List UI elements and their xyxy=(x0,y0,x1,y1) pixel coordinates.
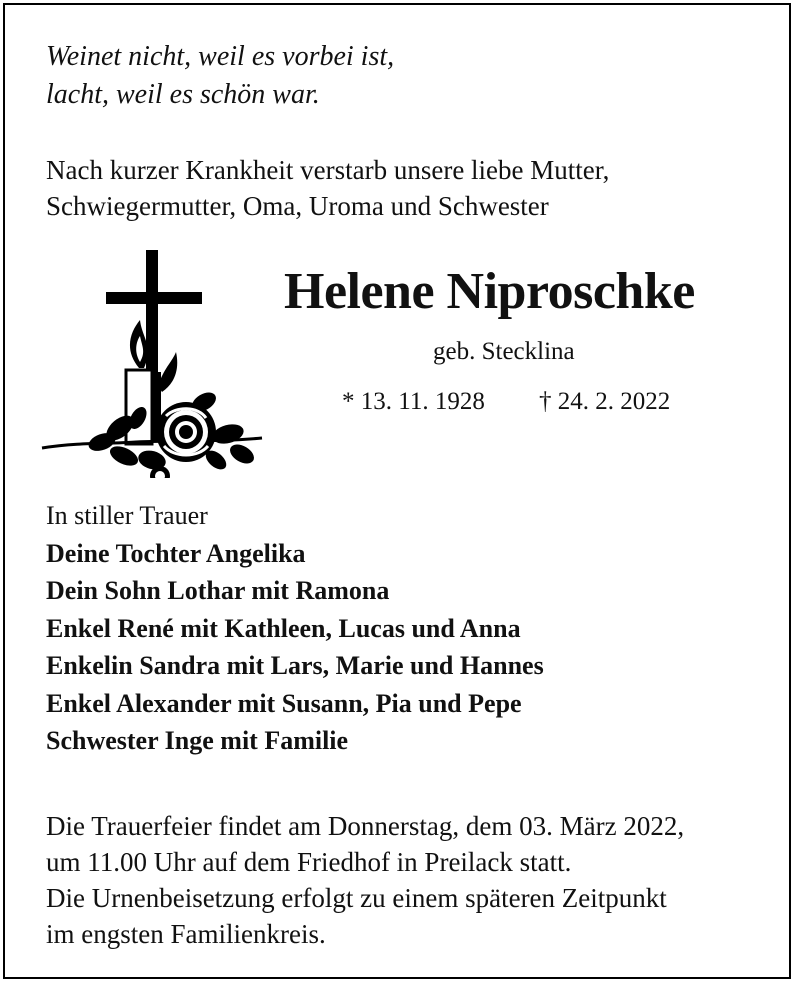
mourner-line: Enkelin Sandra mit Lars, Marie und Hannes xyxy=(46,651,544,680)
mourner-line: Dein Sohn Lothar mit Ramona xyxy=(46,576,390,605)
deceased-name: Helene Niproschke xyxy=(284,263,695,320)
death-date: † 24. 2. 2022 xyxy=(539,388,671,415)
ceremony-line-1: Die Trauerfeier findet am Donnerstag, dem 03. März 2022, xyxy=(46,811,685,841)
mourner-line: Schwester Inge mit Familie xyxy=(46,726,349,755)
mourner-line: Enkel Alexander mit Susann, Pia und Pepe xyxy=(46,689,522,718)
ceremony-line-3: Die Urnenbeisetzung erfolgt zu einem späteren Zeitpunkt xyxy=(46,883,667,913)
mourners-heading: In stiller Trauer xyxy=(46,501,208,530)
ceremony-line-4: im engsten Familienkreis. xyxy=(46,919,326,949)
intro-line-2: Schwiegermutter, Oma, Uroma und Schwester xyxy=(46,191,549,221)
intro-line-1: Nach kurzer Krankheit verstarb unsere liebe Mutter, xyxy=(46,155,610,185)
mourner-line: Enkel René mit Kathleen, Lucas und Anna xyxy=(46,614,521,643)
ceremony-line-2: um 11.00 Uhr auf dem Friedhof in Preilack statt. xyxy=(46,847,572,877)
motto-line-2: lacht, weil es schön war. xyxy=(46,79,320,110)
mourner-line: Deine Tochter Angelika xyxy=(46,539,306,568)
motto-line-1: Weinet nicht, weil es vorbei ist, xyxy=(46,41,395,72)
birth-date: * 13. 11. 1928 xyxy=(342,388,485,415)
maiden-name: geb. Stecklina xyxy=(433,338,575,365)
cross-candle-rose-icon xyxy=(40,246,270,478)
